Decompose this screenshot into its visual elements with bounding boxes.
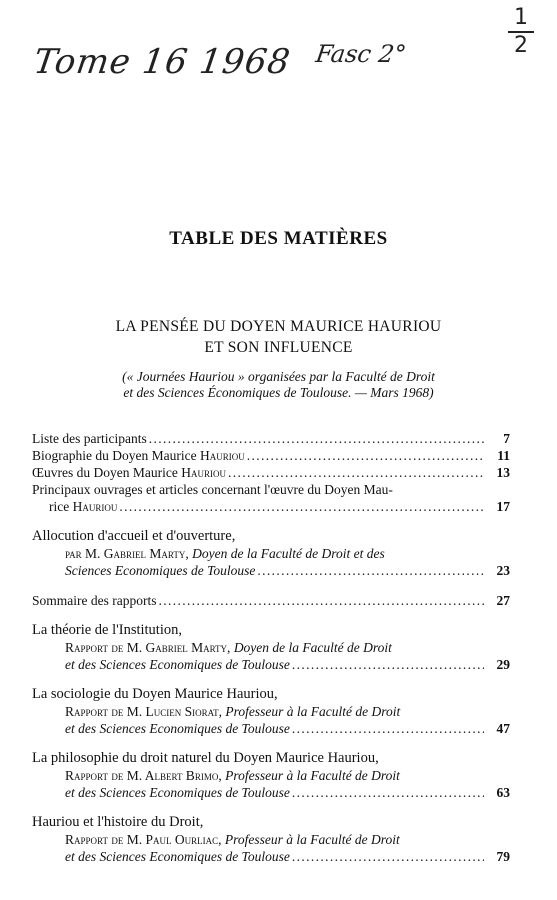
section-heading-line1: LA PENSÉE DU DOYEN MAURICE HAURIOU [115,318,442,335]
dot-leader [149,430,484,447]
toc-entry-label: Liste des participants [32,431,147,446]
toc-page-number: 7 [503,431,510,446]
author-name: Hauriou [72,499,118,514]
fraction-denominator: 2 [514,33,528,58]
dot-leader [247,447,484,464]
toc-entry-allocution-title[interactable]: Allocution d'accueil et d'ouverture, [32,528,236,544]
toc-entry-biographie[interactable] [32,447,510,464]
dot-leader [292,848,484,865]
toc-entry-sociologie-title[interactable]: La sociologie du Doyen Maurice Hauriou, [32,686,278,702]
fraction-numerator: 1 [514,5,528,30]
toc-entry-label: Sciences Economiques de Toulouse [65,563,256,578]
toc-page-number: 79 [496,849,510,864]
toc-entry-label: et des Sciences Economiques de Toulouse [65,849,290,864]
toc-entry-label: Sommaire des rapports [32,593,157,608]
toc-entry-sociologie-byline: Rapport de M. Lucien Siorat, Professeur à la Faculté de Droit [65,704,401,719]
toc-page-number: 63 [496,785,510,800]
toc-entry-philosophie-line [32,784,510,801]
handwritten-fraction-note [508,6,534,58]
author-name: Hauriou [199,448,245,463]
dot-leader [257,562,484,579]
toc-entry-label: rice Hauriou [49,499,118,514]
dot-leader [119,498,484,515]
section-heading-line2: ET SON INFLUENCE [204,339,353,356]
toc-entry-histoire-byline: Rapport de M. Paul Ourliac, Professeur à la Faculté de Droit [65,832,400,847]
toc-entry-philosophie-title[interactable]: La philosophie du droit naturel du Doyen Maurice Hauriou, [32,750,379,766]
toc-page-number: 27 [496,593,510,608]
author-name: Hauriou [181,465,226,480]
toc-entry-ouvrages-line1[interactable]: Principaux ouvrages et articles concernant l'œuvre du Doyen Mau- [32,482,393,497]
toc-entry-label: et des Sciences Economiques de Toulouse [65,721,290,736]
section-subtitle-line2: et des Sciences Économiques de Toulouse. — Mars 1968) [123,385,434,400]
toc-page-number: 11 [497,448,510,463]
toc-entry-sociologie-line [32,720,510,737]
toc-entry-institution-line [32,656,510,673]
handwritten-fascicle-note: Fasc 2° [314,40,408,68]
toc-page-number: 13 [496,465,510,480]
toc-entry-allocution-line [32,562,510,579]
dot-leader [158,592,484,609]
table-of-contents [32,430,510,865]
toc-entry-participants[interactable] [32,430,510,447]
toc-page-number: 29 [496,657,510,672]
toc-entry-sommaire[interactable] [32,592,510,609]
handwritten-volume-note: Tome 16 1968 [31,42,294,82]
toc-entry-histoire-line [32,848,510,865]
toc-entry-oeuvres[interactable] [32,464,510,481]
dot-leader [228,464,484,481]
toc-entry-label: Œuvres du Doyen Maurice Hauriou [32,465,226,480]
toc-entry-ouvrages-line2[interactable] [32,498,510,515]
toc-entry-institution-byline: Rapport de M. Gabriel Marty, Doyen de la Faculté de Droit [65,640,392,655]
toc-page-number: 17 [496,499,510,514]
toc-entry-label: et des Sciences Economiques de Toulouse [65,785,290,800]
dot-leader [292,656,484,673]
toc-entry-allocution-byline: par M. Gabriel Marty, Doyen de la Faculté de Droit et des [65,546,385,561]
toc-entry-histoire-title[interactable]: Hauriou et l'histoire du Droit, [32,814,204,830]
toc-entry-philosophie-byline: Rapport de M. Albert Brimo, Professeur à la Faculté de Droit [65,768,400,783]
dot-leader [292,720,484,737]
toc-page-number: 23 [496,563,510,578]
toc-entry-institution-title[interactable]: La théorie de l'Institution, [32,622,182,638]
page-title: TABLE DES MATIÈRES [169,228,388,249]
section-subtitle-line1: (« Journées Hauriou » organisées par la Faculté de Droit [122,369,435,384]
toc-entry-label: et des Sciences Economiques de Toulouse [65,657,290,672]
dot-leader [292,784,484,801]
toc-entry-label: Biographie du Doyen Maurice Hauriou [32,448,245,463]
toc-page-number: 47 [496,721,510,736]
